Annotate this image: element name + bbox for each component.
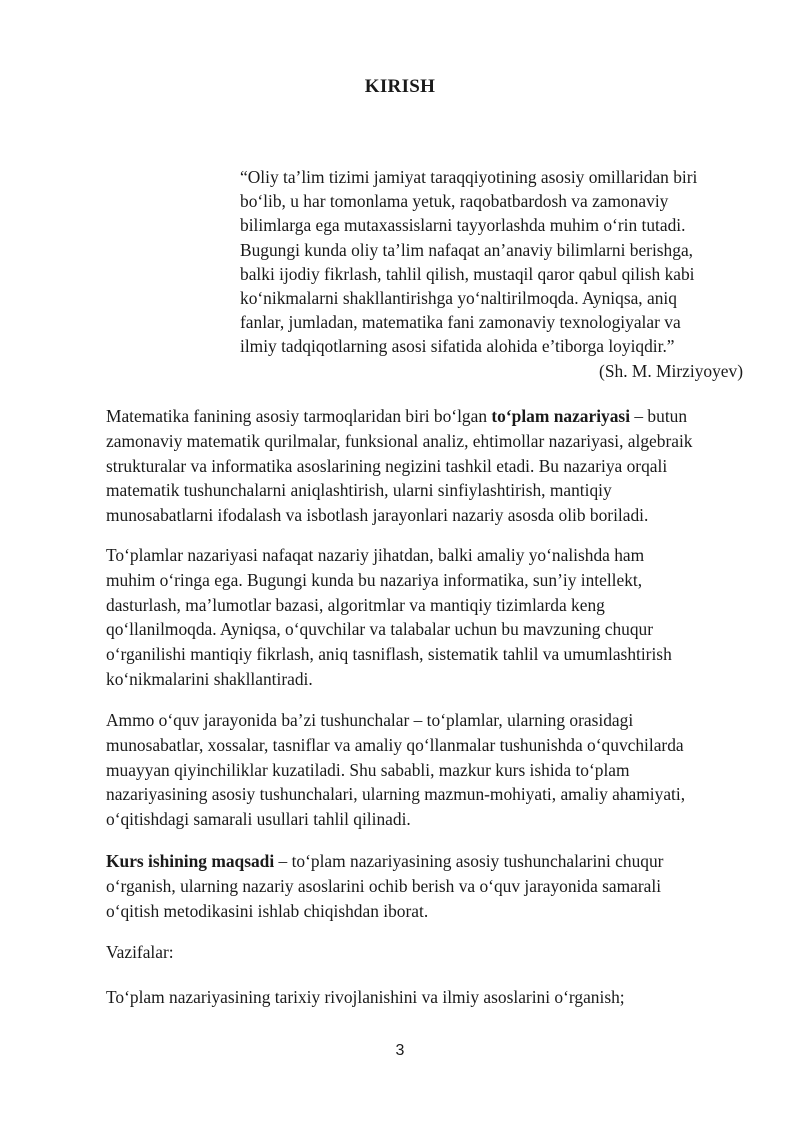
paragraph-line: zamonaviy matematik qurilmalar, funksional analiz, ehtimollar nazariyasi, algebraik <box>106 430 693 451</box>
bold-term: to‘plam nazariyasi <box>491 406 631 426</box>
paragraph-line: Vazifalar: <box>106 942 174 962</box>
epigraph-line: fanlar, jumladan, matematika fani zamonaviy texnologiyalar va <box>240 312 681 333</box>
text-run: – to‘plam nazariyasining asosiy tushunchalarini chuqur <box>274 851 664 871</box>
paragraph-applications <box>106 543 746 692</box>
paragraph-line: dasturlash, ma’lumotlar bazasi, algoritmlar va mantiqiy tizimlarda keng <box>106 594 605 615</box>
paragraph-line: munosabatlarni ifodalash va isbotlash jarayonlari nazariy asosda olib boriladi. <box>106 505 649 526</box>
paragraph-line: muhim o‘ringa ega. Bugungi kunda bu nazariya informatika, sun’iy intellekt, <box>106 569 643 590</box>
paragraph-line: o‘qitishdagi samarali usullari tahlil qilinadi. <box>106 809 411 830</box>
paragraph-line: To‘plam nazariyasining tarixiy rivojlanishini va ilmiy asoslarini o‘rganish; <box>106 987 625 1007</box>
epigraph-author: (Sh. M. Mirziyoyev) <box>599 360 743 381</box>
paragraph-line: matematik tushunchalarni aniqlashtirish, ularni sinfiylashtirish, mantiqiy <box>106 480 612 501</box>
paragraph-line: nazariyasining asosiy tushunchalari, ularning mazmun-mohiyati, amaliy ahamiyati, <box>106 784 686 805</box>
epigraph-line: balki ijodiy fikrlash, tahlil qilish, mustaqil qaror qabul qilish kabi <box>240 263 695 284</box>
epigraph-line: ilmiy tadqiqotlarning asosi sifatida alohida e’tiborga loyiqdir.” <box>240 336 675 357</box>
tasks-label <box>106 940 746 965</box>
paragraph-goal <box>106 849 746 923</box>
paragraph-line: ko‘nikmalarini shakllantiradi. <box>106 668 313 689</box>
epigraph-quote <box>240 165 743 383</box>
paragraph-line: qo‘llanilmoqda. Ayniqsa, o‘quvchilar va talabalar uchun bu mavzuning chuqur <box>106 619 654 640</box>
paragraph-line: Ammo o‘quv jarayonida ba’zi tushunchalar – to‘plamlar, ularning orasidagi <box>106 710 634 730</box>
bold-term: Kurs ishining maqsadi <box>106 851 275 871</box>
task-item <box>106 985 746 1010</box>
epigraph-line: bilimlarga ega mutaxassislarni tayyorlashda muhim o‘rin tutadi. <box>240 215 686 236</box>
paragraph-line: o‘rganish, ularning nazariy asoslarini ochib berish va o‘quv jarayonida samarali <box>106 875 662 896</box>
paragraph-line <box>106 404 746 429</box>
paragraph-line: To‘plamlar nazariyasi nafaqat nazariy jihatdan, balki amaliy yo‘nalishda ham <box>106 545 645 565</box>
section-heading: KIRISH <box>364 76 436 97</box>
paragraph-line: munosabatlar, xossalar, tasniflar va amaliy qo‘llanmalar tushunishda o‘quvchilarda <box>106 734 684 755</box>
epigraph-line: Bugungi kunda oliy ta’lim nafaqat an’anaviy bilimlarni berishga, <box>240 239 694 260</box>
paragraph-difficulties <box>106 708 746 832</box>
paragraph-line: o‘rganilishi mantiqiy fikrlash, aniq tasniflash, sistematik tahlil va umumlashtirish <box>106 644 672 665</box>
epigraph-line: “Oliy ta’lim tizimi jamiyat taraqqiyotining asosiy omillaridan biri <box>240 167 698 187</box>
page-number: 3 <box>395 1042 405 1059</box>
paragraph-line: o‘qitish metodikasini ishlab chiqishdan iborat. <box>106 900 429 921</box>
epigraph-line: ko‘nikmalarni shakllantirishga yo‘naltirilmoqda. Ayniqsa, aniq <box>240 288 677 309</box>
text-run: Matematika fanining asosiy tarmoqlaridan biri bo‘lgan <box>106 406 492 426</box>
paragraph-line: muayyan qiyinchiliklar kuzatiladi. Shu sababli, mazkur kurs ishida to‘plam <box>106 759 630 780</box>
paragraph-set-theory <box>106 404 746 528</box>
paragraph-line: strukturalar va informatika asoslarining negizini tashkil etadi. Bu nazariya orqali <box>106 455 668 476</box>
epigraph-line: bo‘lib, u har tomonlama yetuk, raqobatbardosh va zamonaviy <box>240 191 669 212</box>
text-run: – butun <box>630 406 688 426</box>
paragraph-line <box>106 849 746 874</box>
